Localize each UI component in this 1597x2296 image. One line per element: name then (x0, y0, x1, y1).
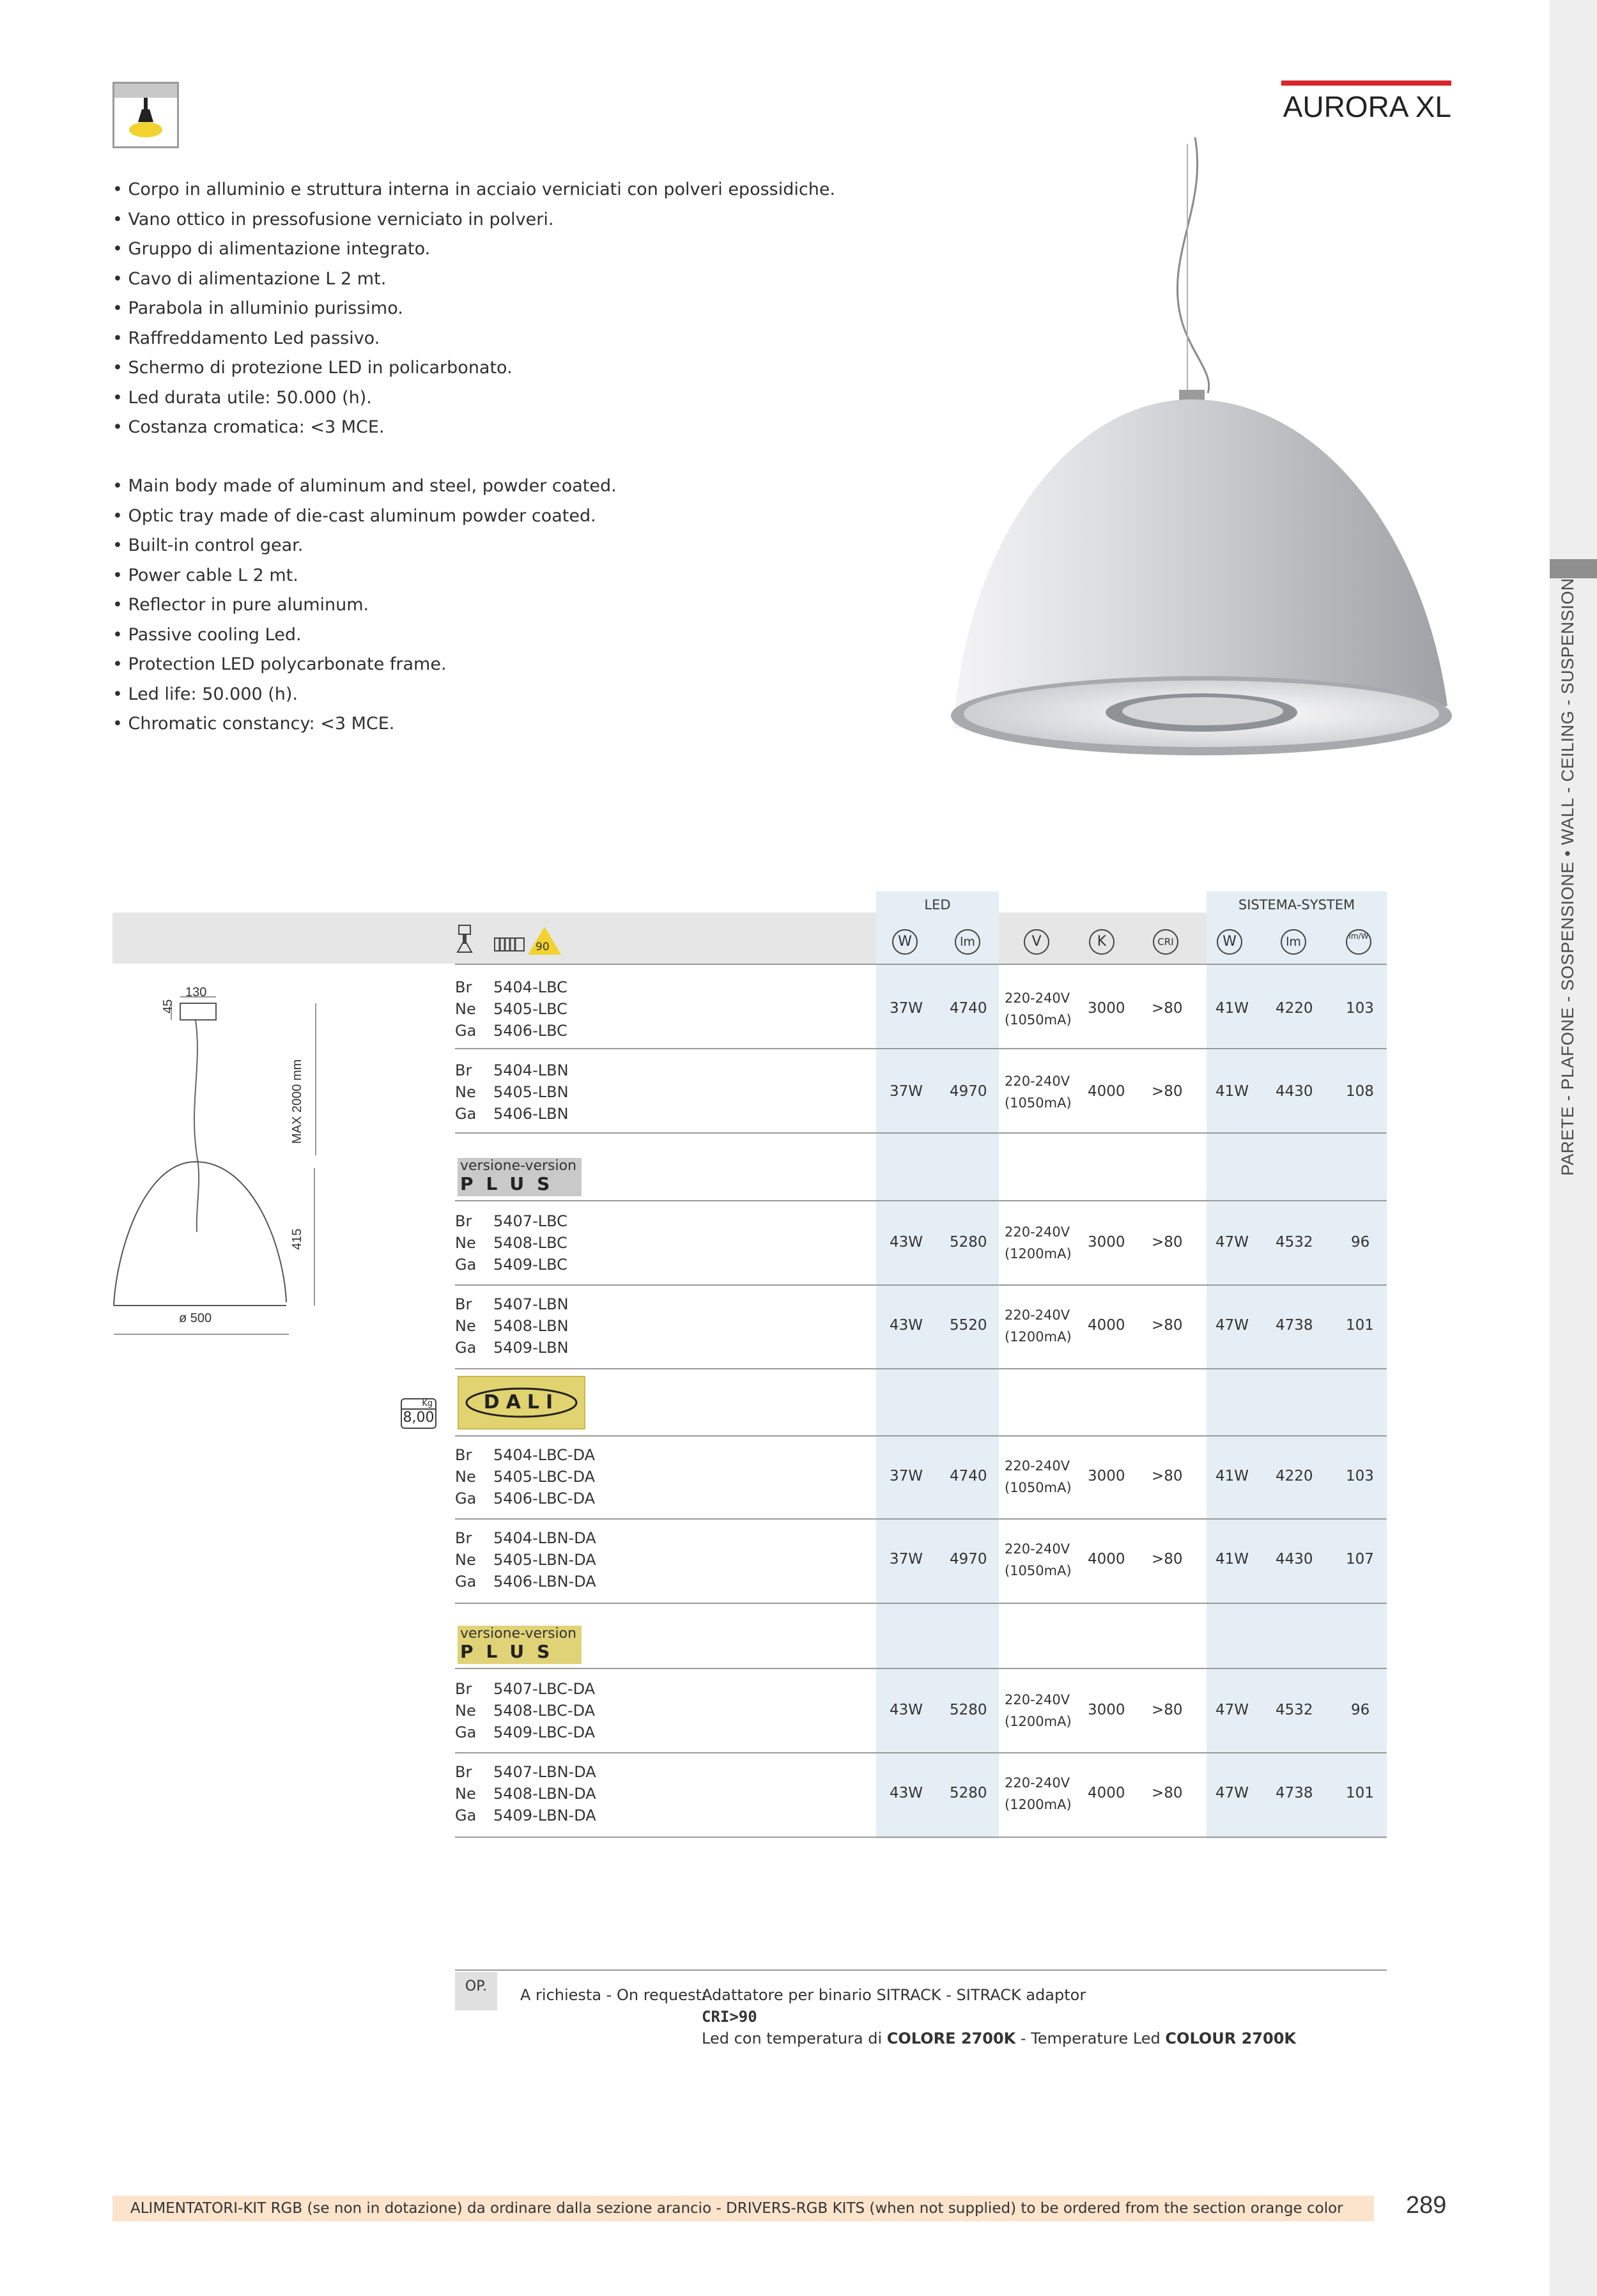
efficacy-icon: lm/W (1346, 929, 1371, 955)
cri-icon: CRI (1153, 929, 1178, 955)
cell-efficacy: 103 (1346, 1468, 1374, 1484)
led-columns-band (876, 891, 999, 1838)
cell-system-lumen: 4532 (1276, 1702, 1313, 1718)
cell-efficacy: 96 (1351, 1234, 1370, 1251)
row-divider (455, 1518, 1387, 1520)
feature-it: • Vano ottico in pressofusione verniciato in polveri. (112, 205, 835, 235)
feature-it: • Corpo in alluminio e struttura interna in acciaio verniciati con polveri epossidiche. (112, 175, 835, 205)
footer-note: ALIMENTATORI-KIT RGB (se non in dotazione) da ordinare dalla sezione arancio - DRIVERS-RGB KITS (when not supplied) to be ordered from the section orange color (112, 2196, 1374, 2221)
row-divider (455, 1603, 1387, 1604)
cell-cri: >80 (1152, 1234, 1183, 1251)
cell-lumen: 5280 (950, 1234, 987, 1251)
table-row-codes: Br 5404-LBC Ne 5405-LBC Ga 5406-LBC (455, 978, 567, 1040)
cell-efficacy: 96 (1351, 1702, 1370, 1718)
cell-system-watt: 47W (1215, 1317, 1249, 1334)
feature-en: • Protection LED polycarbonate frame. (112, 650, 617, 680)
cell-lumen: 4740 (950, 1468, 987, 1484)
table-row-codes: Br 5407-LBC-DA Ne 5408-LBC-DA Ga 5409-LBC-DA (455, 1680, 596, 1741)
cell-efficacy: 107 (1346, 1551, 1374, 1568)
cell-kelvin: 3000 (1088, 1468, 1125, 1484)
page-number: 289 (1406, 2192, 1447, 2219)
cell-lumen: 5520 (950, 1317, 987, 1334)
cell-lumen: 4970 (950, 1083, 987, 1100)
cell-system-watt: 47W (1215, 1785, 1249, 1801)
cell-voltage: 220-240V (1050mA) (1005, 990, 1072, 1028)
dim-body-height: 415 (290, 1228, 304, 1250)
row-divider (455, 1048, 1387, 1049)
cell-watt: 37W (890, 1083, 923, 1100)
cell-efficacy: 108 (1346, 1083, 1374, 1100)
side-section-marker (1550, 559, 1597, 578)
options-request: A richiesta - On request: (520, 1986, 707, 2004)
cell-cri: >80 (1152, 1551, 1183, 1568)
dim-max-length: MAX 2000 mm (290, 1059, 304, 1144)
cell-voltage: 220-240V (1050mA) (1005, 1074, 1072, 1111)
cell-voltage: 220-240V (1200mA) (1005, 1692, 1072, 1729)
system-watt-icon: W (1217, 929, 1242, 955)
row-divider (455, 964, 1387, 965)
cell-kelvin: 3000 (1088, 1234, 1125, 1251)
options-label: OP. (455, 1972, 497, 2010)
features-italian (112, 175, 835, 443)
cell-system-watt: 41W (1215, 1468, 1249, 1484)
title-accent-bar (1281, 81, 1451, 86)
row-divider (455, 1668, 1387, 1669)
cell-voltage: 220-240V (1200mA) (1005, 1224, 1072, 1261)
cell-kelvin: 4000 (1088, 1785, 1125, 1801)
kelvin-icon: K (1089, 929, 1115, 955)
cell-system-watt: 47W (1215, 1234, 1249, 1251)
cell-lumen: 4970 (950, 1551, 987, 1568)
row-divider (455, 1368, 1387, 1369)
cell-system-lumen: 4738 (1276, 1317, 1313, 1334)
cell-watt: 37W (890, 1000, 923, 1017)
options-divider (455, 1969, 1387, 1971)
cell-voltage: 220-240V (1200mA) (1005, 1775, 1072, 1812)
feature-en: • Power cable L 2 mt. (112, 561, 617, 591)
product-title: AURORA XL (1283, 90, 1451, 123)
table-row-codes: Br 5404-LBN-DA Ne 5405-LBN-DA Ga 5406-LBN-DA (455, 1529, 596, 1591)
dim-top-width: 130 (185, 985, 207, 999)
cell-system-lumen: 4532 (1276, 1234, 1313, 1251)
cell-kelvin: 3000 (1088, 1000, 1125, 1017)
feature-en: • Optic tray made of die-cast aluminum powder coated. (112, 502, 617, 532)
cell-cri: >80 (1152, 1468, 1183, 1484)
cell-lumen: 4740 (950, 1000, 987, 1017)
cell-cri: >80 (1152, 1702, 1183, 1718)
watt-icon: W (892, 929, 918, 955)
cell-watt: 43W (890, 1702, 923, 1718)
dimension-drawing (112, 964, 323, 1353)
row-divider (455, 1132, 1387, 1134)
feature-it: • Raffreddamento Led passivo. (112, 324, 835, 354)
cell-cri: >80 (1152, 1317, 1183, 1334)
cell-kelvin: 4000 (1088, 1083, 1125, 1100)
cri-badge-value: 90 (536, 941, 550, 953)
table-row-codes: Br 5407-LBN-DA Ne 5408-LBN-DA Ga 5409-LBN-DA (455, 1763, 596, 1824)
table-header-band (112, 913, 1387, 964)
cell-cri: >80 (1152, 1785, 1183, 1801)
cell-voltage: 220-240V (1200mA) (1005, 1307, 1072, 1344)
table-row-codes: Br 5404-LBC-DA Ne 5405-LBC-DA Ga 5406-LBC-DA (455, 1446, 596, 1507)
weight-badge (401, 1398, 436, 1429)
system-columns-band (1207, 891, 1387, 1838)
cell-cri: >80 (1152, 1083, 1183, 1100)
feature-it: • Costanza cromatica: <3 MCE. (112, 413, 835, 443)
feature-en: • Built-in control gear. (112, 531, 617, 561)
cell-system-lumen: 4220 (1276, 1000, 1313, 1017)
feature-en: • Chromatic constancy: <3 MCE. (112, 709, 617, 739)
cell-system-watt: 47W (1215, 1702, 1249, 1718)
cell-watt: 37W (890, 1468, 923, 1484)
plus-version-label: versione-version PLUS (458, 1626, 582, 1664)
volt-icon: V (1024, 929, 1049, 955)
options-line-2: CRI>90 (702, 2008, 757, 2026)
cell-system-lumen: 4430 (1276, 1551, 1313, 1568)
lumen-icon: lm (955, 929, 980, 955)
feature-en: • Passive cooling Led. (112, 620, 617, 651)
weight-unit: Kg (422, 1399, 433, 1408)
cell-kelvin: 4000 (1088, 1317, 1125, 1334)
cell-cri: >80 (1152, 1000, 1183, 1017)
cell-watt: 43W (890, 1785, 923, 1801)
options-line-1: Adattatore per binario SITRACK - SITRACK adaptor (702, 1986, 1086, 2004)
feature-en: • Reflector in pure aluminum. (112, 590, 617, 620)
cell-efficacy: 101 (1346, 1785, 1374, 1801)
row-divider (455, 1200, 1387, 1201)
cell-watt: 43W (890, 1317, 923, 1334)
group-led-label: LED (924, 897, 951, 913)
features-english (112, 472, 617, 739)
cell-voltage: 220-240V (1050mA) (1005, 1541, 1072, 1578)
cell-voltage: 220-240V (1050mA) (1005, 1458, 1072, 1495)
feature-it: • Parabola in alluminio purissimo. (112, 294, 835, 324)
cell-lumen: 5280 (950, 1702, 987, 1718)
row-divider (455, 1284, 1387, 1286)
group-system-label: SISTEMA-SYSTEM (1238, 897, 1355, 913)
feature-it: • Led durata utile: 50.000 (h). (112, 383, 835, 413)
suspension-type-icon (112, 82, 179, 148)
table-row-codes: Br 5404-LBN Ne 5405-LBN Ga 5406-LBN (455, 1061, 569, 1123)
system-lumen-icon: lm (1281, 929, 1306, 955)
cell-system-lumen: 4430 (1276, 1083, 1313, 1100)
feature-it: • Cavo di alimentazione L 2 mt. (112, 265, 835, 295)
weight-value: 8,00 (403, 1410, 435, 1426)
feature-en: • Led life: 50.000 (h). (112, 680, 617, 710)
cell-system-watt: 41W (1215, 1000, 1249, 1017)
feature-it: • Gruppo di alimentazione integrato. (112, 235, 835, 265)
dim-top-height: 45 (161, 999, 175, 1013)
row-divider (455, 1752, 1387, 1753)
table-row-codes: Br 5407-LBC Ne 5408-LBC Ga 5409-LBC (455, 1212, 567, 1274)
cell-system-lumen: 4220 (1276, 1468, 1313, 1484)
options-line-3: Led con temperatura di COLORE 2700K - Temperature Led COLOUR 2700K (702, 2030, 1296, 2047)
dim-diameter: ø 500 (179, 1311, 212, 1325)
cell-system-lumen: 4738 (1276, 1785, 1313, 1801)
cell-kelvin: 3000 (1088, 1702, 1125, 1718)
cell-kelvin: 4000 (1088, 1551, 1125, 1568)
cell-watt: 37W (890, 1551, 923, 1568)
feature-en: • Main body made of aluminum and steel, powder coated. (112, 472, 617, 502)
cell-lumen: 5280 (950, 1785, 987, 1801)
cell-watt: 43W (890, 1234, 923, 1251)
dali-text: DALI (483, 1391, 560, 1414)
row-divider (455, 1837, 1387, 1838)
plus-version-label: versione-version PLUS (458, 1158, 582, 1196)
row-divider (455, 1435, 1387, 1437)
product-photo (939, 131, 1470, 757)
cell-system-watt: 41W (1215, 1551, 1249, 1568)
dali-label (458, 1376, 585, 1429)
feature-it: • Schermo di protezione LED in policarbonato. (112, 353, 835, 383)
table-row-codes: Br 5407-LBN Ne 5408-LBN Ga 5409-LBN (455, 1295, 569, 1357)
cell-system-watt: 41W (1215, 1083, 1249, 1100)
cell-efficacy: 103 (1346, 1000, 1374, 1017)
cell-efficacy: 101 (1346, 1317, 1374, 1334)
